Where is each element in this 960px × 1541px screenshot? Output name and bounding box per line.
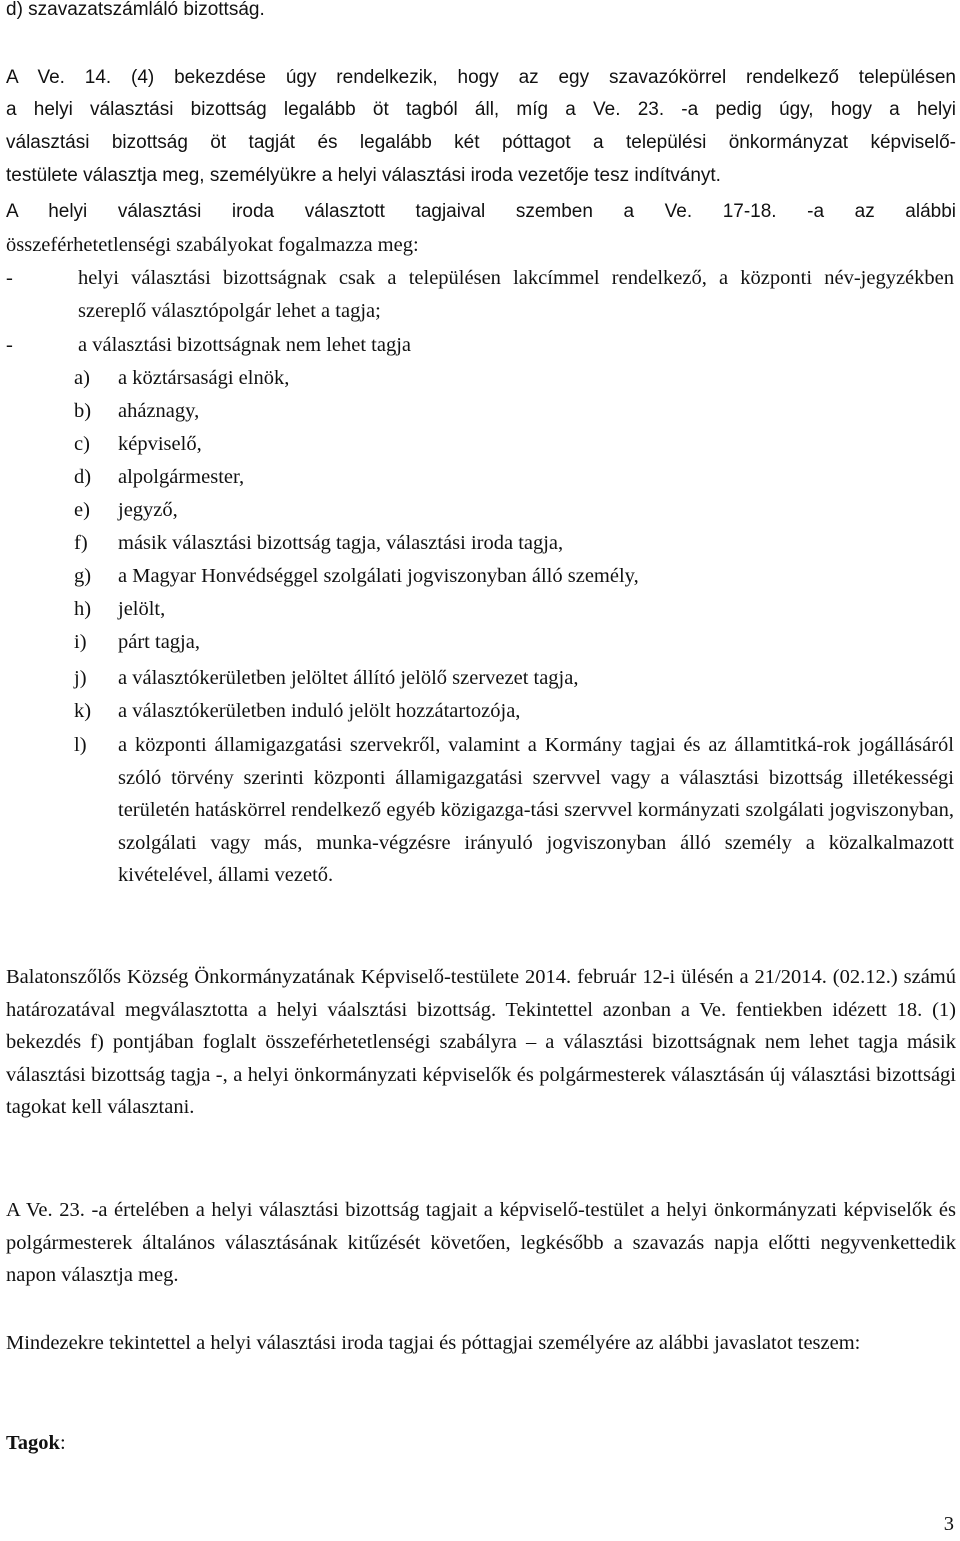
tagok-colon: :	[59, 1432, 66, 1454]
list-marker: g)	[74, 565, 92, 587]
tagok-heading	[6, 1427, 956, 1460]
bullet-text: helyi választási bizottságnak csak a településen lakcímmel rendelkező, a központi név-jegyzékben szereplő választópolgár lehet a tagja;	[78, 267, 954, 322]
bullet-marker: -	[6, 334, 13, 356]
list-text: másik választási bizottság tagja, választási iroda tagja,	[118, 532, 564, 554]
list-marker: e)	[74, 499, 90, 521]
list-marker: l)	[74, 734, 87, 756]
list-text: képviselő,	[118, 433, 202, 455]
paragraph-3: Balatonszőlős Község Önkormányzatának Képviselő-testülete 2014. február 12-i ülésén a 21/2014. (02.12.) számú határozatával megválasztotta a helyi váalsztási bizottság. Tekintettel azonban a Ve. fentiekben idézett 18. (1) bekezdés f) pontjában foglalt összeférhetetlenségi szabályra – a választási bizottságnak nem lehet tagja másik választási bizottság tagja -, a helyi önkormányzati képviselők és polgármesterek választásán új választási bizottsági tagokat kell választani.	[6, 966, 956, 1118]
paragraph-1-line-2: a helyi választási bizottság legalább öt tagból áll, míg a Ve. 23. -a pedig úgy, hogy a helyi	[6, 99, 956, 120]
list-text: a köztársasági elnök,	[118, 367, 290, 389]
tagok-label: Tagok	[6, 1432, 60, 1454]
bullet-item-2	[6, 329, 956, 362]
list-marker: k)	[74, 700, 92, 722]
paragraph-1-line-4: testülete választja meg, személyükre a helyi választási iroda vezetője tesz indítványt.	[6, 165, 721, 186]
list-marker: j)	[74, 667, 87, 689]
paragraph-1-line-3: választási bizottság öt tagját és legalább két póttagot a települési önkormányzat képviselő-	[6, 132, 956, 153]
paragraph-2-line-1: A helyi választási iroda választott tagjaival szemben a Ve. 17-18. -a az alábbi	[6, 201, 956, 222]
list-marker: h)	[74, 598, 92, 620]
bullet-text: a választási bizottságnak nem lehet tagja	[78, 334, 411, 356]
paragraph-2-line-2: összeférhetetlenségi szabályokat fogalmazza meg:	[6, 234, 419, 256]
bullet-item-1	[6, 262, 956, 328]
list-text: jegyző,	[118, 499, 178, 521]
list-text: a Magyar Honvédséggel szolgálati jogviszonyban álló személy,	[118, 565, 639, 587]
list-text: a központi államigazgatási szervekről, valamint a Kormány tagjai és az államtitká-rok jogállásáról szóló törvény szerinti központi államigazgatási szervvel vagy a választási bizottság illetékességi területén hatáskörrel rendelkező egyéb közigazga-tási szervvel kormányzati szolgálati jogviszonyban, szolgálati vagy más, munka-végzésre irányuló jogviszonyban álló személy a közalkalmazott kivételével, állami vezető.	[118, 734, 954, 886]
list-marker: b)	[74, 400, 92, 422]
bullet-marker: -	[6, 267, 13, 289]
page-number: 3	[943, 1513, 954, 1535]
list-marker: c)	[74, 433, 90, 455]
list-text: a választókerületben induló jelölt hozzátartozója,	[118, 700, 521, 722]
list-text: jelölt,	[118, 598, 166, 620]
list-marker: f)	[74, 532, 88, 554]
list-text: aháznagy,	[118, 400, 200, 422]
list-marker: i)	[74, 631, 87, 653]
list-marker: d)	[74, 466, 92, 488]
list-text: a választókerületben jelöltet állító jelölő szervezet tagja,	[118, 667, 579, 689]
list-text: alpolgármester,	[118, 466, 245, 488]
list-marker: a)	[74, 367, 90, 389]
paragraph-1-line-1: A Ve. 14. (4) bekezdése úgy rendelkezik, hogy az egy szavazókörrel rendelkező településen	[6, 67, 956, 88]
paragraph-4: A Ve. 23. -a értelében a helyi választási bizottság tagjait a képviselő-testület a helyi önkormányzati képviselők és polgármesterek általános választásának kitűzését követően, legkésőbb a szavazás napja előtti negyvenkettedik napon választja meg.	[6, 1199, 956, 1286]
list-text: párt tagja,	[118, 631, 200, 653]
list-item-d-tail: d) szavazatszámláló bizottság.	[6, 0, 265, 20]
paragraph-5: Mindezekre tekintettel a helyi választási iroda tagjai és póttagjai személyére az alábbi javaslatot teszem:	[6, 1332, 861, 1354]
